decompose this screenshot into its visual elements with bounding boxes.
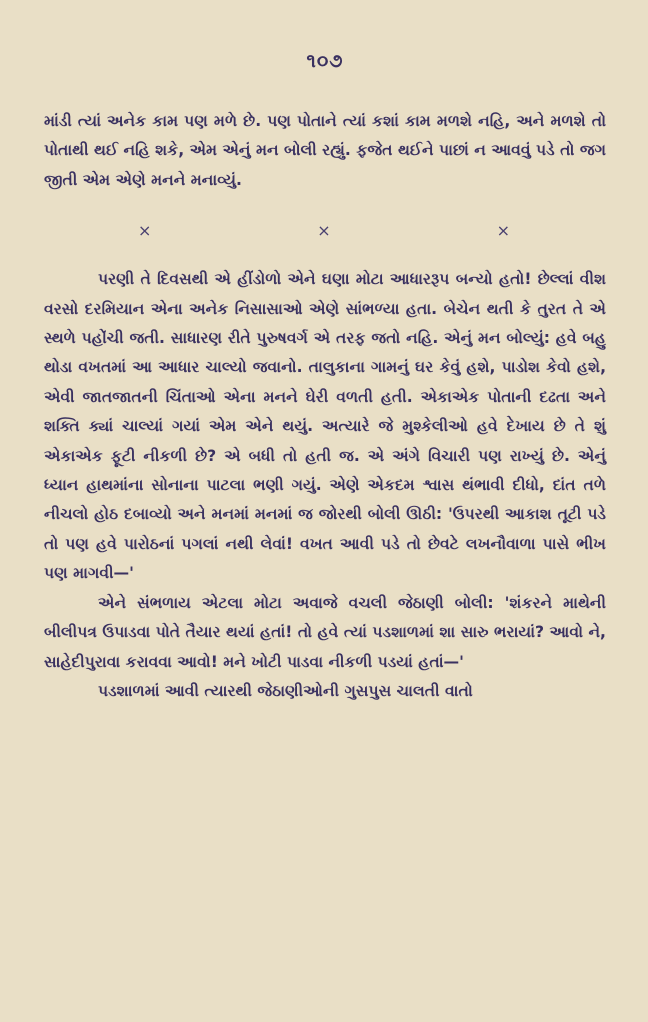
paragraph: પરણી તે દિવસથી એ હીંડોળો એને ઘણા મોટા આધારરૂપ બન્યો હતો! છેલ્લાં વીશ વરસો દરમિયાન એના અનેક નિસાસાઓ એણે સાંભળ્યા હતા. બેચેન થતી કે તુરત તે એ સ્થળે પહોંચી જતી. સાધારણ રીતે પુરુષવર્ગ એ તરફ જતો નહિ. એનું મન બોલ્યું: હવે બહુ થોડા વખતમાં આ આધાર ચાલ્યો જવાનો. તાલુકાના ગામનું ઘર કેવું હશે, પાડોશ કેવો હશે, એવી જાતજાતની ચિંતાઓ એના મનને ઘેરી વળતી હતી. એકાએક પોતાની દઢતા અને શક્તિ ક્યાં ચાલ્યાં ગયાં એમ એને થયું. અત્યારે જે મુશ્કેલીઓ હવે દેખાય છે તે શું એકાએક ફૂટી નીકળી છે? એ બધી તો હતી જ. એ અંગે વિચારી પણ રાખ્યું છે. એનું ધ્યાન હાથમાંના સોનાના પાટલા ભણી ગયું. એણે એકદમ શ્વાસ થંભાવી દીધો, દાંત તળે નીચલો હોઠ દબાવ્યો અને મનમાં મનમાં જ જોરથી બોલી ઊઠી: 'ઉપરથી આકાશ તૂટી પડે તો પણ હવે પારોઠનાં પગલાં નથી લેવાં! વખત આવી પડે તો છેવટે લખનૌવાળા પાસે ભીખ પણ માગવી—' — [44, 270, 606, 583]
paragraph: પડશાળમાં આવી ત્યારથી જેઠાણીઓની ગુસપુસ ચાલતી વાતો — [98, 681, 473, 700]
paragraph: એને સંભળાય એટલા મોટા અવાજે વચલી જેઠાણી બોલી: 'શંકરને માથેની બીલીપત્ર ઉપાડવા પોતે તૈયાર થયાં હતાં! તો હવે ત્યાં પડશાળમાં શા સારુ ભરાયાં? આવો ને, સાહેદીપુરાવા કરાવવા આવો! મને ખોટી પાડવા નીકળી પડયાં હતાં—' — [44, 593, 606, 671]
paragraph: માંડી ત્યાં અનેક કામ પણ મળે છે. પણ પોતાને ત્યાં કશાં કામ મળશે નહિ, અને મળશે તો પોતાથી થઈ નહિ શકે, એમ એનું મન બોલી રહ્યું. ફજેત થઈને પાછાં ન આવવું પડે તો જગ જીતી એમ એણે મનને મનાવ્યું. — [44, 112, 606, 189]
separator-mark: × — [138, 221, 152, 241]
separator-mark: × — [496, 221, 510, 241]
section-separator — [44, 223, 606, 239]
separator-mark: × — [317, 221, 331, 241]
page-number: ૧૦૭ — [306, 50, 344, 72]
